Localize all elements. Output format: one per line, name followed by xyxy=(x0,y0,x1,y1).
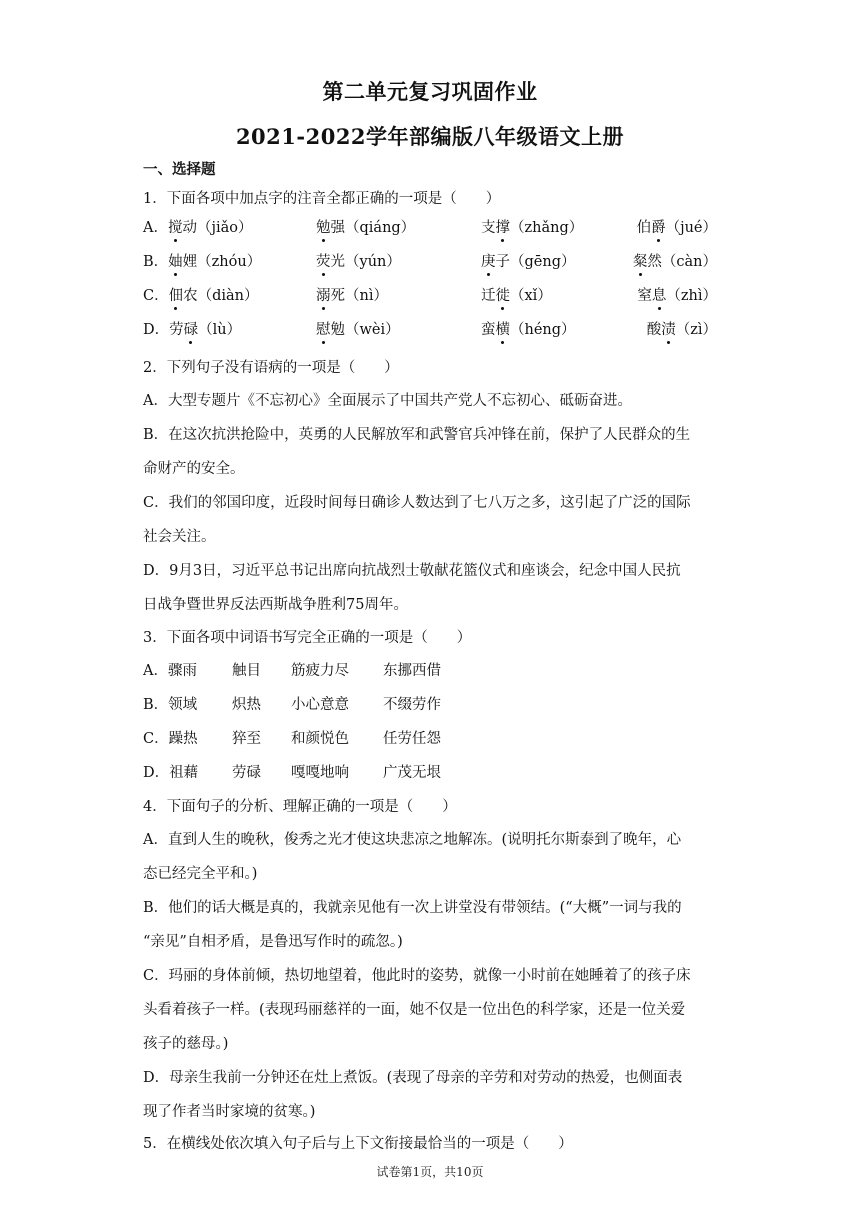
emphasized-char: 荧 xyxy=(316,254,331,270)
emphasized-char: 息 xyxy=(651,288,667,304)
item-suffix: 死（nì） xyxy=(330,288,388,304)
emphasized-char: 爵 xyxy=(651,220,666,236)
item-suffix: （héng） xyxy=(510,322,576,338)
option-text-line: A．直到人生的晚秋，俊秀之光才使这块悲凉之地解冻。(说明托尔斯泰到了晚年，心 xyxy=(143,832,682,848)
item-suffix: （jué） xyxy=(665,220,717,236)
option-word: 任劳任怨 xyxy=(383,731,441,747)
option-word: 广茂无垠 xyxy=(383,765,441,781)
option-item xyxy=(481,284,552,305)
option-text-line: 头看着孩子一样。(表现玛丽慈祥的一面，她不仅是一位出色的科学家，还是一位关爱 xyxy=(143,1002,686,1018)
option-text-line: 命财产的安全。 xyxy=(143,461,245,477)
option-item xyxy=(143,318,241,339)
item-suffix: （zhì） xyxy=(666,288,717,304)
option-item xyxy=(316,250,401,271)
page-subtitle: 2021-2022学年部编版八年级语文上册 xyxy=(235,124,625,149)
option-text-line: B．在这次抗洪抢险中，英勇的人民解放军和武警官兵冲锋在前，保护了人民群众的生 xyxy=(143,427,691,443)
item-suffix: 娌（zhóu） xyxy=(182,254,262,270)
item-suffix: 光（yún） xyxy=(330,254,401,270)
emphasized-char: 粲 xyxy=(632,254,648,270)
emphasized-char: 横 xyxy=(495,322,510,338)
item-prefix: 酸 xyxy=(646,322,662,338)
option-item xyxy=(637,216,717,237)
section-heading: 一、选择题 xyxy=(143,161,216,178)
question-1-stem: 1．下面各项中加点字的注音全都正确的一项是（ ） xyxy=(143,191,501,207)
question-4-stem: 4．下面句子的分析、理解正确的一项是（ ） xyxy=(143,799,457,815)
option-item xyxy=(316,284,388,305)
emphasized-char: 搅 xyxy=(167,220,183,236)
page-footer: 试卷第1页，共10页 xyxy=(376,1165,484,1179)
option-item xyxy=(633,250,717,271)
emphasized-char: 妯 xyxy=(168,254,183,270)
item-prefix: D．劳 xyxy=(143,322,184,338)
option-item xyxy=(647,318,717,339)
option-item xyxy=(481,250,575,271)
option-text-line: 孩子的慈母。) xyxy=(143,1036,229,1052)
item-suffix: （zì） xyxy=(675,322,717,338)
option-word: D．祖藉 xyxy=(143,765,199,781)
item-suffix: 子（gēng） xyxy=(495,254,576,270)
option-word: 嘎嘎地响 xyxy=(291,765,349,781)
option-text-line: 日战争暨世界反法西斯战争胜利75周年。 xyxy=(143,597,408,613)
option-item xyxy=(316,318,400,339)
emphasized-char: 渍 xyxy=(661,322,676,338)
item-prefix: 迁 xyxy=(481,288,496,304)
option-word: 东挪西借 xyxy=(383,663,441,679)
option-row xyxy=(143,216,717,238)
option-word: 不缀劳作 xyxy=(383,697,441,713)
option-item xyxy=(637,284,717,305)
page-title: 第二单元复习巩固作业 xyxy=(322,79,538,104)
option-word: 猝至 xyxy=(232,731,261,747)
emphasized-char: 庚 xyxy=(481,254,496,270)
item-suffix: 农（diàn） xyxy=(183,288,259,304)
item-suffix: 然（càn） xyxy=(647,254,717,270)
question-5-stem: 5．在横线处依次填入句子后与上下文衔接最恰当的一项是（ ） xyxy=(143,1136,573,1152)
option-text-line: C．玛丽的身体前倾，热切地望着，他此时的姿势，就像一小时前在她睡着了的孩子床 xyxy=(143,968,691,984)
emphasized-char: 徙 xyxy=(495,288,510,304)
option-word: B．领域 xyxy=(143,697,198,713)
emphasized-char: 溺 xyxy=(316,288,331,304)
option-item xyxy=(143,216,253,237)
option-text-line: 现了作者当时家境的贫寒。) xyxy=(143,1104,316,1120)
option-row xyxy=(143,250,717,272)
option-text-line: B．他们的话大概是真的，我就亲见他有一次上讲堂没有带领结。(“大概”一词与我的 xyxy=(143,900,682,916)
emphasized-char: 撑 xyxy=(495,220,510,236)
option-word: 劳碌 xyxy=(232,765,261,781)
option-word: 小心意意 xyxy=(291,697,349,713)
emphasized-char: 佃 xyxy=(168,288,184,304)
item-prefix: 支 xyxy=(481,220,496,236)
option-text-line: “亲见”自相矛盾，是鲁迅写作时的疏忽。) xyxy=(143,934,403,950)
option-word: 和颜悦色 xyxy=(291,731,349,747)
option-item xyxy=(481,216,583,237)
option-text-line: 态已经完全平和。) xyxy=(143,866,258,882)
option-item xyxy=(316,216,415,237)
option-text-line: D．9月3日，习近平总书记出席向抗战烈士敬献花篮仪式和座谈会，纪念中国人民抗 xyxy=(143,563,681,579)
option-word: C．躁热 xyxy=(143,731,198,747)
option-text-line: D．母亲生我前一分钟还在灶上煮饭。(表现了母亲的辛劳和对劳动的热爱，也侧面表 xyxy=(143,1070,683,1086)
item-prefix: B． xyxy=(143,254,169,270)
option-item xyxy=(481,318,576,339)
item-suffix: 强（qiáng） xyxy=(330,220,416,236)
item-prefix: 蛮 xyxy=(481,322,496,338)
item-suffix: （lù） xyxy=(198,322,242,338)
item-suffix: （xǐ） xyxy=(510,288,552,304)
item-suffix: 勉（wèi） xyxy=(330,322,400,338)
option-word: 炽热 xyxy=(232,697,261,713)
question-2-stem: 2．下列句子没有语病的一项是（ ） xyxy=(143,360,399,376)
option-word: 筋疲力尽 xyxy=(291,663,349,679)
option-item xyxy=(143,250,261,271)
option-word: 触目 xyxy=(232,663,261,679)
question-3-stem: 3．下面各项中词语书写完全正确的一项是（ ） xyxy=(143,630,472,646)
option-text-line: 社会关注。 xyxy=(143,529,216,545)
option-text-line: C．我们的邻国印度，近段时间每日确诊人数达到了七八万之多，这引起了广泛的国际 xyxy=(143,495,691,511)
option-row xyxy=(143,318,717,340)
item-prefix: C． xyxy=(143,288,169,304)
item-prefix: 伯 xyxy=(636,220,652,236)
emphasized-char: 碌 xyxy=(183,322,199,338)
option-item xyxy=(143,284,259,305)
option-text-line: A．大型专题片《不忘初心》全面展示了中国共产党人不忘初心、砥砺奋进。 xyxy=(143,393,632,409)
item-prefix: 窒 xyxy=(637,288,652,304)
item-suffix: （zhǎng） xyxy=(510,220,584,236)
emphasized-char: 慰 xyxy=(316,322,331,338)
item-suffix: 动（jiǎo） xyxy=(182,220,253,236)
item-prefix: A． xyxy=(143,220,168,236)
option-row xyxy=(143,284,717,306)
option-word: A．骤雨 xyxy=(143,663,197,679)
emphasized-char: 勉 xyxy=(316,220,331,236)
